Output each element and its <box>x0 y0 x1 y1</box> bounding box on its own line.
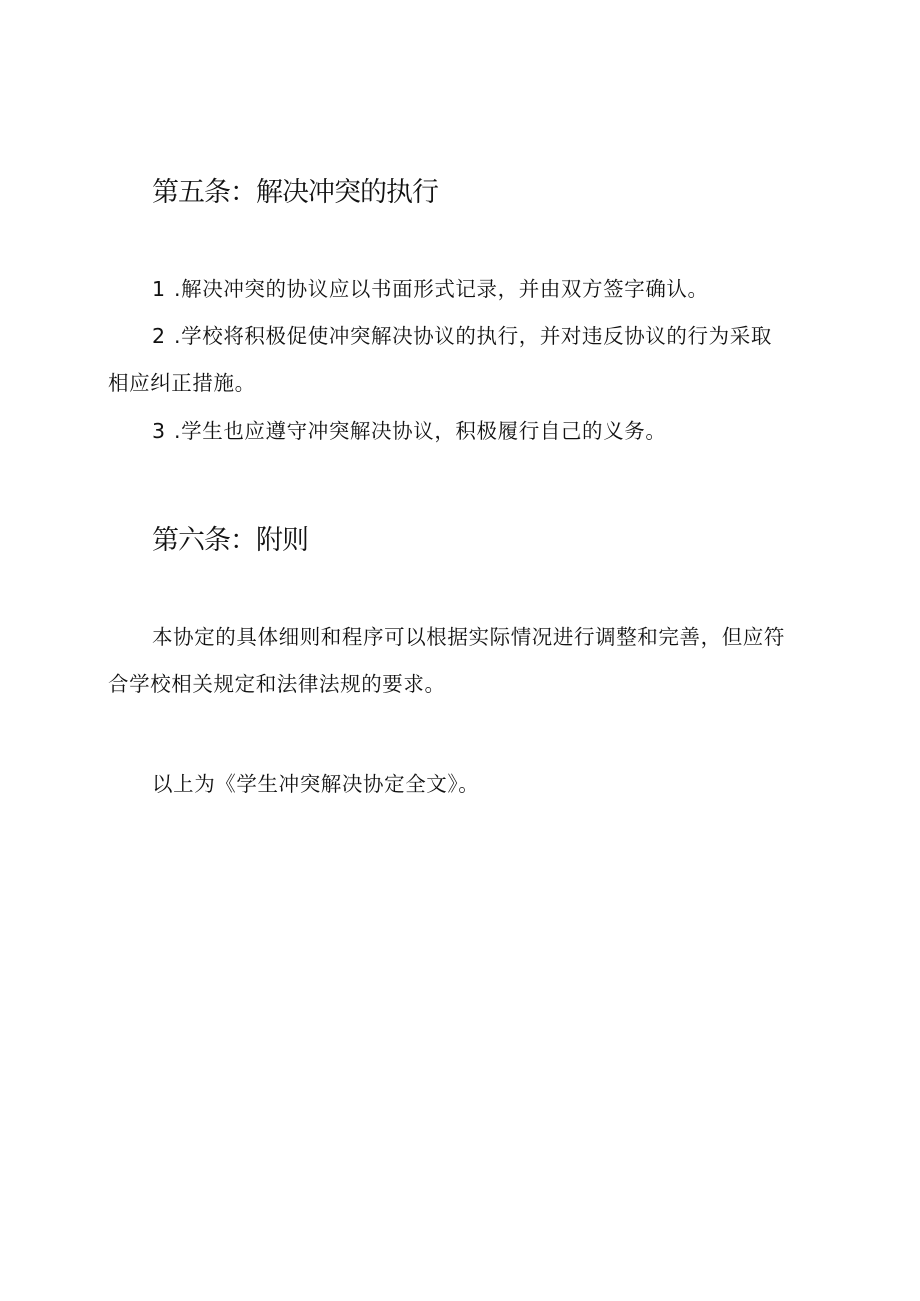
item-2-line-1 <box>108 313 808 360</box>
item-1-line <box>108 266 808 313</box>
closing-statement <box>108 761 808 808</box>
item-3-text: .学生也应遵守冲突解决协议，积极履行自己的义务。 <box>174 419 667 443</box>
item-2-number: 2 <box>152 324 166 348</box>
section-6-paragraph <box>108 614 808 708</box>
section-5-item-3 <box>108 408 808 455</box>
item-2-text-1: .学校将积极促使冲突解决协议的执行，并对违反协议的行为采取 <box>174 324 772 348</box>
section-5-heading: 第五条：解决冲突的执行 <box>152 177 438 208</box>
item-1-number: 1 <box>152 277 166 301</box>
closing-line: 以上为《学生冲突解决协定全文》。 <box>152 772 480 796</box>
section-6-line-2: 合学校相关规定和法律法规的要求。 <box>108 672 446 696</box>
section-5-item-2 <box>108 313 808 407</box>
item-3-line <box>108 408 808 455</box>
item-3-number: 3 <box>152 419 166 443</box>
section-5-item-1 <box>108 266 808 313</box>
item-2-line-2: 相应纠正措施。 <box>108 371 256 395</box>
item-1-text: .解决冲突的协议应以书面形式记录，并由双方签字确认。 <box>174 277 709 301</box>
section-6-line-1: 本协定的具体细则和程序可以根据实际情况进行调整和完善，但应符 <box>152 625 785 649</box>
section-6-heading: 第六条：附则 <box>152 525 308 556</box>
